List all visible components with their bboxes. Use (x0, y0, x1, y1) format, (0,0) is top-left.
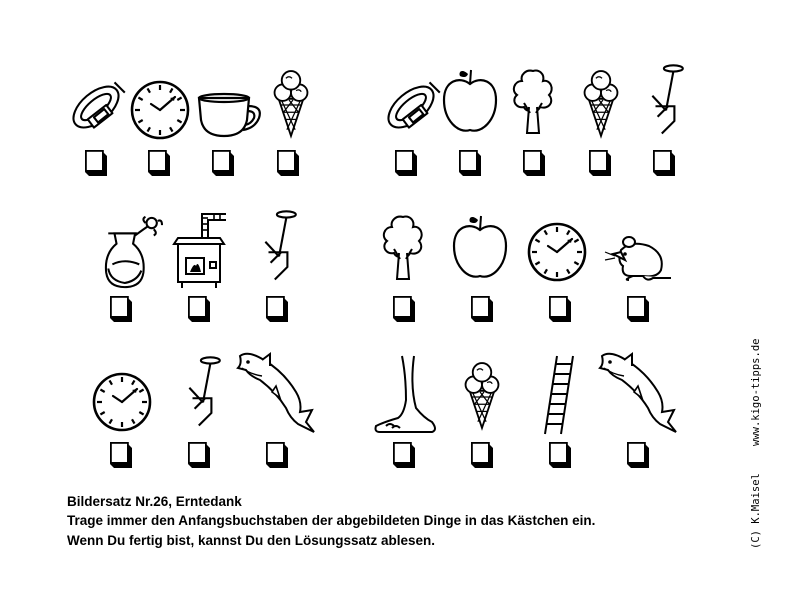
answer-box[interactable] (393, 297, 415, 322)
dolphin-picture (238, 354, 314, 432)
ring-picture (381, 79, 440, 135)
answer-box[interactable] (266, 443, 288, 468)
answer-box[interactable] (85, 151, 107, 176)
answer-box[interactable] (627, 443, 649, 468)
vase-picture (106, 217, 162, 287)
apple-picture (454, 216, 506, 277)
clock-picture (529, 224, 585, 280)
cup-picture (199, 94, 260, 136)
answer-box[interactable] (627, 297, 649, 322)
word-group-5 (94, 354, 314, 468)
answer-box[interactable] (110, 297, 132, 322)
answer-box[interactable] (549, 297, 571, 322)
nail-picture (652, 65, 682, 133)
foot-picture (376, 356, 436, 432)
dolphin-picture (600, 354, 676, 432)
answer-box[interactable] (277, 151, 299, 176)
nail-picture (189, 357, 219, 425)
apple-picture (444, 70, 496, 131)
clock-picture (132, 82, 188, 138)
answer-box[interactable] (148, 151, 170, 176)
answer-box[interactable] (471, 297, 493, 322)
word-group-4 (384, 216, 671, 322)
ice-cream-picture (275, 71, 308, 136)
nail-picture (265, 211, 295, 279)
word-group-6 (376, 354, 677, 468)
answer-box[interactable] (653, 151, 675, 176)
answer-box[interactable] (459, 151, 481, 176)
ice-cream-picture (585, 71, 618, 136)
word-group-1 (66, 71, 307, 176)
answer-box[interactable] (589, 151, 611, 176)
instruction-line-2: Wenn Du fertig bist, kannst Du den Lösungssatz ablesen. (67, 533, 436, 548)
stove-picture (174, 214, 226, 288)
ring-picture (66, 79, 125, 135)
ice-cream-picture (466, 363, 499, 428)
answer-box[interactable] (188, 297, 210, 322)
worksheet-title: Bildersatz Nr.26, Erntedank (67, 494, 242, 509)
copyright-credit: (C) K.Maisel (750, 473, 762, 549)
tree-picture (514, 71, 552, 133)
answer-box[interactable] (471, 443, 493, 468)
answer-box[interactable] (110, 443, 132, 468)
clock-picture (94, 374, 150, 430)
answer-box[interactable] (212, 151, 234, 176)
answer-box[interactable] (188, 443, 210, 468)
instruction-line-1: Trage immer den Anfangsbuchstaben der abgebildeten Dinge in das Kästchen ein. (67, 513, 596, 528)
mouse-picture (605, 237, 671, 280)
answer-box[interactable] (266, 297, 288, 322)
ladder-picture (545, 356, 573, 434)
word-group-2 (381, 65, 683, 176)
word-group-3 (106, 211, 296, 322)
answer-box[interactable] (393, 443, 415, 468)
website-credit: www.kigo-tipps.de (750, 338, 762, 446)
answer-box[interactable] (549, 443, 571, 468)
tree-picture (384, 217, 422, 279)
answer-box[interactable] (395, 151, 417, 176)
answer-box[interactable] (523, 151, 545, 176)
